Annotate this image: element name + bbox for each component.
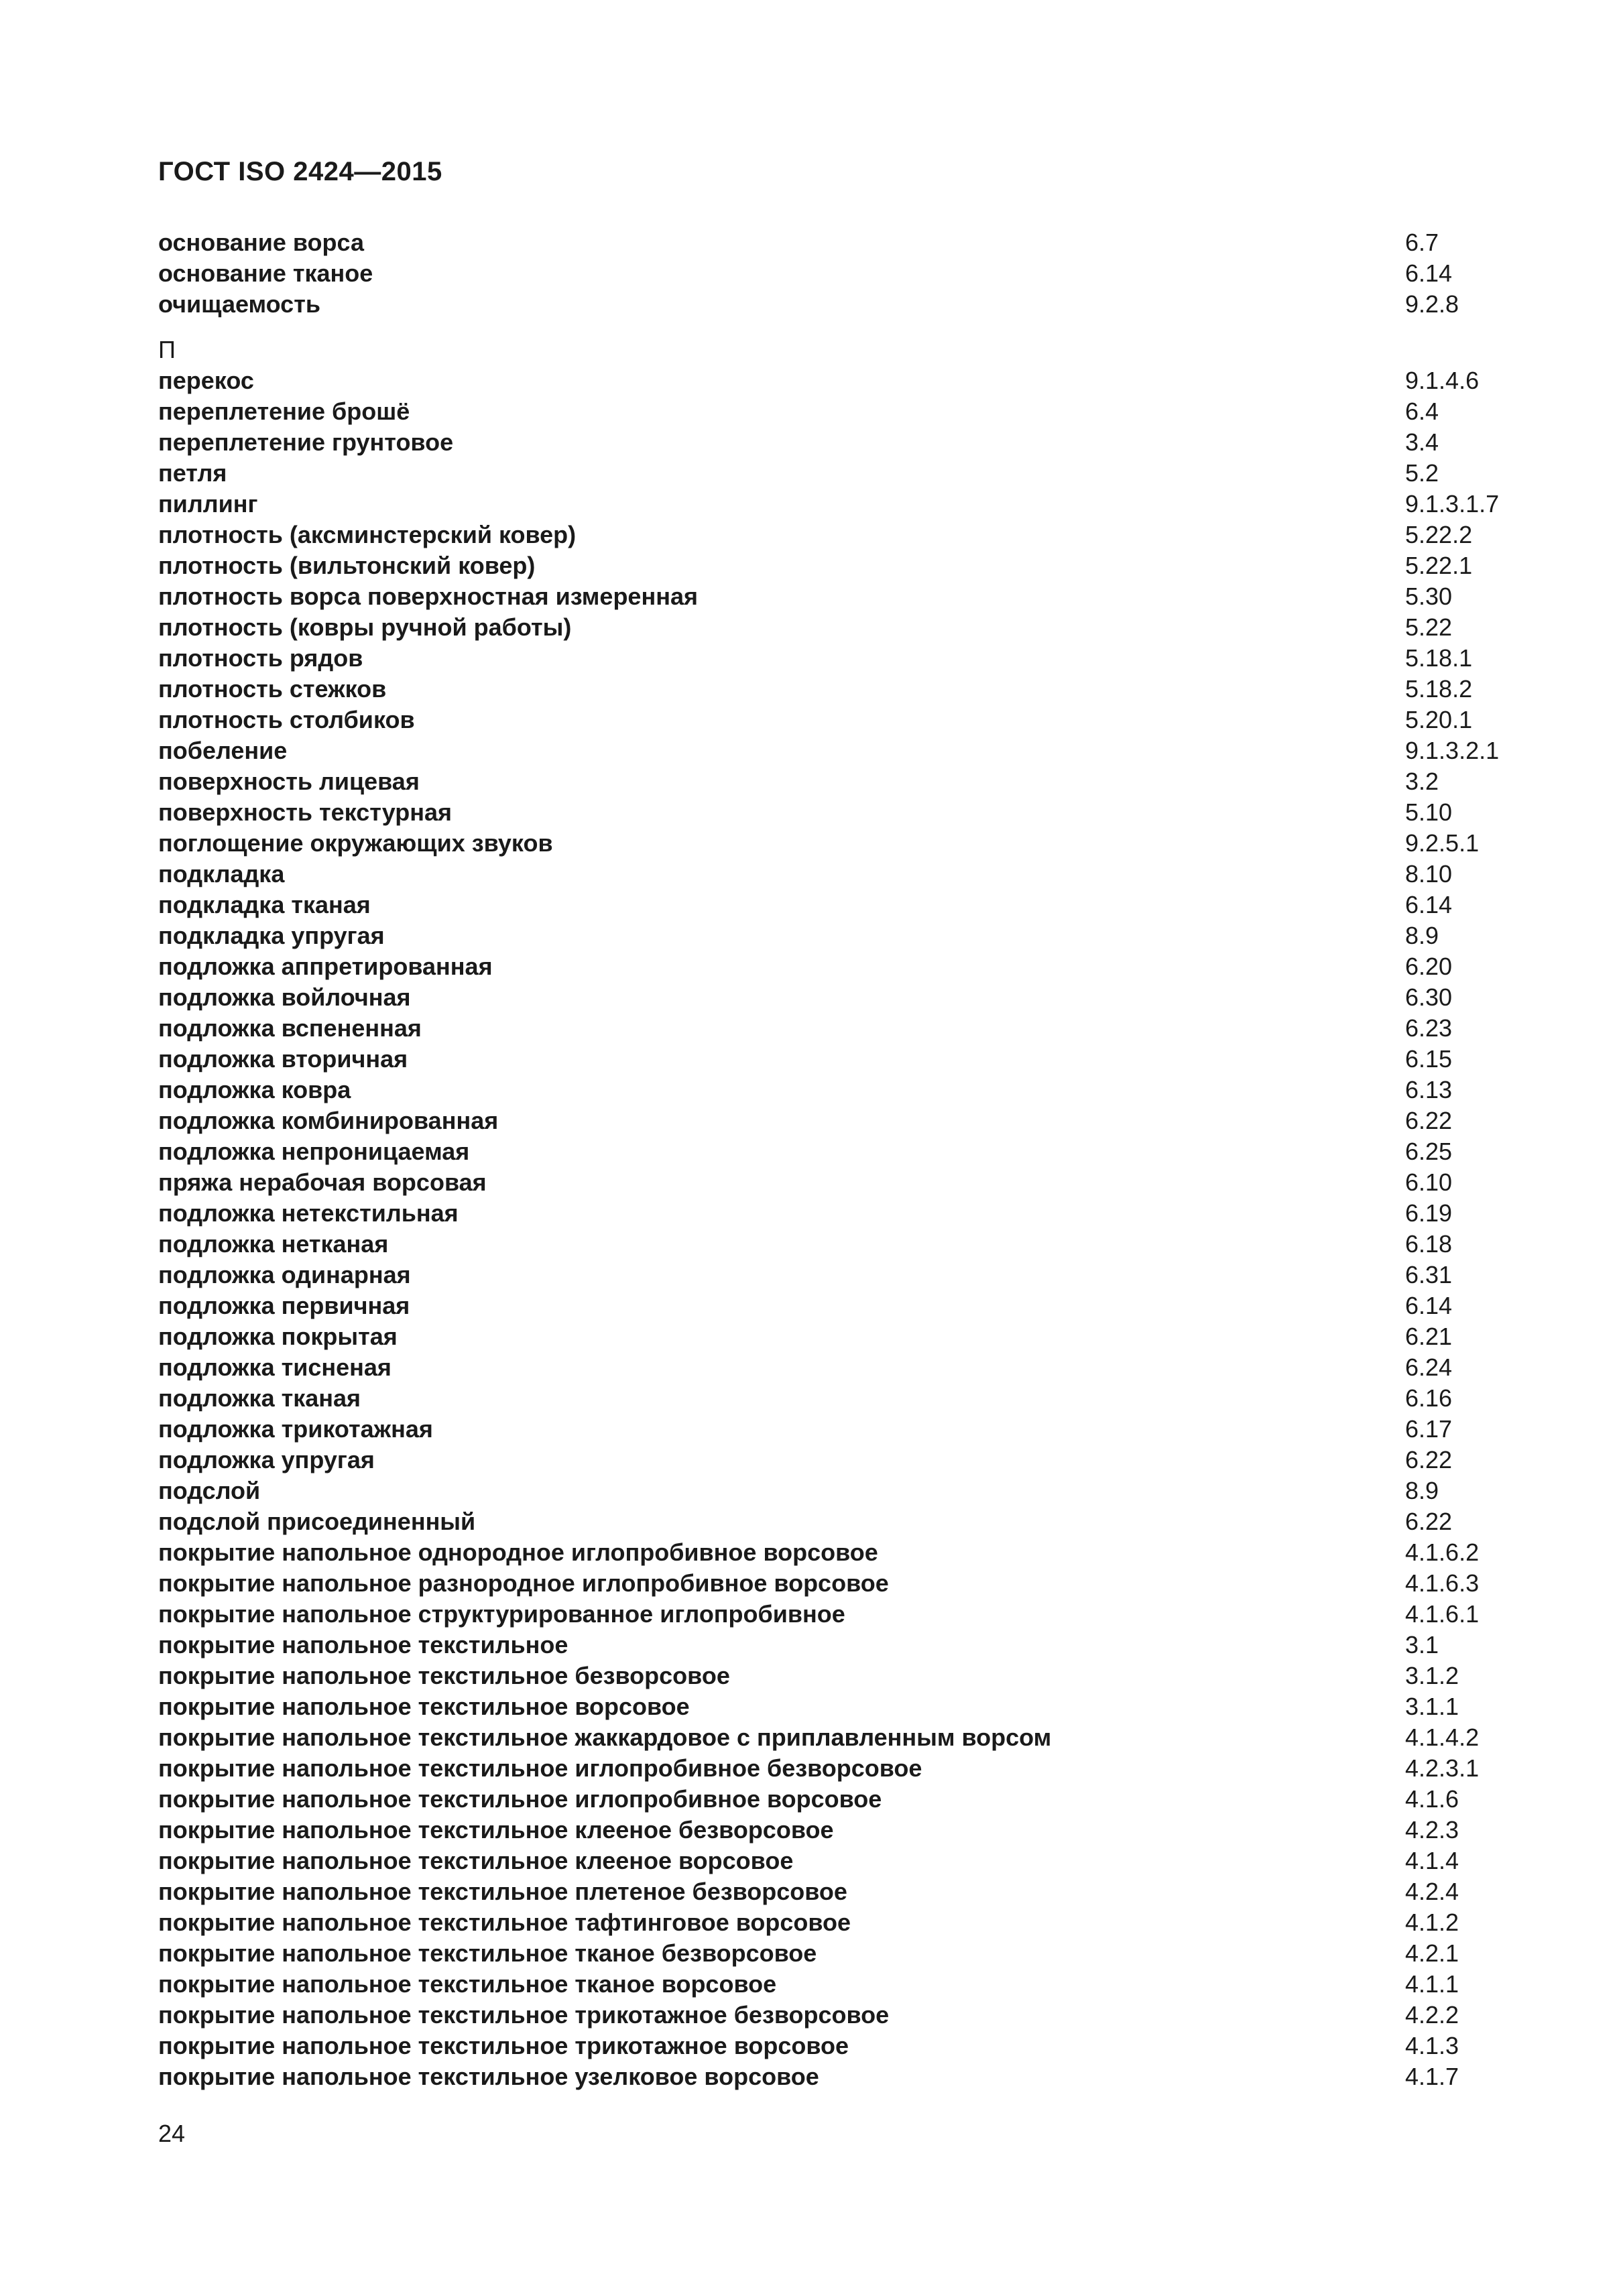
index-reference: 6.10 (1405, 1168, 1453, 1196)
index-entry (158, 1722, 1499, 1753)
index-term: плотность (ковры ручной работы) (158, 613, 572, 641)
index-reference: 3.1.1 (1405, 1693, 1459, 1720)
index-reference: 5.2 (1405, 459, 1439, 487)
index-entry (158, 1568, 1499, 1599)
index-entry (158, 1229, 1499, 1260)
index-entry (158, 1815, 1499, 1846)
index-entry (158, 427, 1499, 458)
index-term: основание тканое (158, 259, 373, 287)
index-reference: 6.21 (1405, 1323, 1453, 1350)
index-reference: 9.2.8 (1405, 290, 1459, 318)
index-entry (158, 258, 1499, 289)
index-reference: 4.1.4 (1405, 1847, 1459, 1874)
index-term: подложка непроницаемая (158, 1138, 470, 1165)
index-reference: 8.9 (1405, 922, 1439, 949)
index-term: покрытие напольное разнородное иглопробивное ворсовое (158, 1569, 889, 1597)
index-term: плотность стежков (158, 675, 387, 703)
index-term: покрытие напольное текстильное тафтинговое ворсовое (158, 1909, 851, 1936)
index-entry (158, 1938, 1499, 1969)
index-term: подслой (158, 1477, 261, 1504)
index-entry (158, 2000, 1499, 2031)
index-term: поглощение окружающих звуков (158, 829, 553, 857)
index-reference: 8.10 (1405, 860, 1453, 888)
index-term: пряжа нерабочая ворсовая (158, 1168, 487, 1196)
index-entry (158, 1260, 1499, 1290)
index-entry (158, 1537, 1499, 1568)
index-entry (158, 735, 1499, 766)
index-entry (158, 1290, 1499, 1321)
index-reference: 6.22 (1405, 1446, 1453, 1473)
index-reference: 6.4 (1405, 398, 1439, 425)
index-term: подкладка тканая (158, 891, 371, 918)
index-reference: 9.1.3.2.1 (1405, 737, 1500, 764)
index-term: основание ворса (158, 229, 364, 256)
index-reference: 4.1.6 (1405, 1785, 1459, 1813)
index-term: покрытие напольное текстильное жаккардовое с приплавленным ворсом (158, 1724, 1052, 1751)
index-reference: 6.22 (1405, 1107, 1453, 1134)
document-header: ГОСТ ISO 2424—2015 (158, 157, 442, 186)
index-term: покрытие напольное текстильное тканое безворсовое (158, 1939, 817, 1967)
index-entry (158, 365, 1499, 396)
index-term: побеление (158, 737, 288, 764)
index-reference: 4.2.2 (1405, 2001, 1459, 2029)
index-term: плотность (аксминстерский ковер) (158, 521, 577, 548)
index-reference: 6.14 (1405, 1292, 1453, 1319)
index-term: покрытие напольное текстильное трикотажное ворсовое (158, 2032, 849, 2059)
index-reference: 4.2.4 (1405, 1878, 1459, 1905)
index-entry (158, 2061, 1499, 2092)
index-entry (158, 1352, 1499, 1383)
index-entry (158, 920, 1499, 951)
index-reference: 5.22.2 (1405, 521, 1473, 548)
index-entry (158, 1075, 1499, 1105)
index-reference: 5.22.1 (1405, 552, 1473, 579)
index-term: покрытие напольное текстильное иглопробивное безворсовое (158, 1754, 922, 1782)
index-term: покрытие напольное текстильное трикотажное безворсовое (158, 2001, 890, 2029)
index-entry (158, 643, 1499, 674)
index-term: очищаемость (158, 290, 320, 318)
index-entry (158, 890, 1499, 920)
index-entry (158, 951, 1499, 982)
index-term: подложка ковра (158, 1076, 351, 1103)
index-reference: 4.1.6.1 (1405, 1600, 1480, 1628)
index-term: плотность (вильтонский ковер) (158, 552, 536, 579)
index-term: покрытие напольное текстильное клееное ворсовое (158, 1847, 794, 1874)
index-term: подложка покрытая (158, 1323, 398, 1350)
index-reference: 8.9 (1405, 1477, 1439, 1504)
index-reference: 6.23 (1405, 1014, 1453, 1042)
index-reference: 5.30 (1405, 583, 1453, 610)
index-term: петля (158, 459, 227, 487)
index-letter-heading: П (158, 336, 176, 363)
index-term: подслой присоединенный (158, 1508, 476, 1535)
index-reference: 6.19 (1405, 1199, 1453, 1227)
index-term: подложка одинарная (158, 1261, 411, 1288)
index-reference: 6.14 (1405, 891, 1453, 918)
index-entry (158, 1506, 1499, 1537)
index-entry (158, 1753, 1499, 1784)
index-entry (158, 766, 1499, 797)
index-reference: 4.1.4.2 (1405, 1724, 1480, 1751)
index-term: покрытие напольное текстильное узелковое ворсовое (158, 2063, 819, 2090)
index-term: подложка нетканая (158, 1230, 389, 1258)
index-reference: 6.15 (1405, 1045, 1453, 1073)
index-term: подложка вспененная (158, 1014, 422, 1042)
index-reference: 4.2.3 (1405, 1816, 1459, 1844)
index-entry (158, 1846, 1499, 1876)
index-term: подкладка упругая (158, 922, 385, 949)
index-term: подложка аппретированная (158, 953, 493, 980)
index-entry (158, 982, 1499, 1013)
index-entry (158, 1013, 1499, 1044)
index-reference: 4.2.3.1 (1405, 1754, 1480, 1782)
index-entry (158, 489, 1499, 520)
index-entry (158, 1445, 1499, 1475)
index-reference: 3.4 (1405, 428, 1439, 456)
index-reference: 6.13 (1405, 1076, 1453, 1103)
index-reference: 6.7 (1405, 229, 1439, 256)
index-entry (158, 1907, 1499, 1938)
index-entry (158, 2031, 1499, 2061)
index-entry (158, 1660, 1499, 1691)
index-reference: 9.1.4.6 (1405, 367, 1480, 394)
index-term: покрытие напольное однородное иглопробивное ворсовое (158, 1538, 878, 1566)
index-reference: 6.20 (1405, 953, 1453, 980)
index-entry (158, 1383, 1499, 1414)
index-reference: 4.2.1 (1405, 1939, 1459, 1967)
index-term: плотность рядов (158, 644, 363, 672)
index-term: перекос (158, 367, 254, 394)
index-term: подложка тканая (158, 1384, 361, 1412)
index-entry (158, 1691, 1499, 1722)
index-term: поверхность текстурная (158, 798, 453, 826)
index-term: подложка нетекстильная (158, 1199, 459, 1227)
index-group-main (158, 365, 1499, 2092)
index-term: подложка вторичная (158, 1045, 408, 1073)
index-reference: 4.1.2 (1405, 1909, 1459, 1936)
index-reference: 4.1.7 (1405, 2063, 1459, 2090)
index-term: подложка первичная (158, 1292, 410, 1319)
index-term: покрытие напольное структурированное иглопробивное (158, 1600, 845, 1628)
index-entry (158, 1136, 1499, 1167)
index-reference: 6.22 (1405, 1508, 1453, 1535)
index-reference: 5.18.2 (1405, 675, 1473, 703)
index-term: покрытие напольное текстильное клееное безворсовое (158, 1816, 834, 1844)
index-term: покрытие напольное текстильное плетеное безворсовое (158, 1878, 847, 1905)
index-entry (158, 705, 1499, 735)
index-term: покрытие напольное текстильное (158, 1631, 568, 1658)
index-term: подложка тисненая (158, 1353, 392, 1381)
index-entry (158, 1414, 1499, 1445)
index-reference: 3.1 (1405, 1631, 1439, 1658)
index-entry (158, 828, 1499, 859)
index-group-before (158, 227, 1499, 320)
index-entry (158, 1321, 1499, 1352)
index-entry (158, 1969, 1499, 2000)
index-reference: 3.1.2 (1405, 1662, 1459, 1689)
index-entry (158, 1475, 1499, 1506)
index-entry (158, 1599, 1499, 1630)
index-term: покрытие напольное текстильное иглопробивное ворсовое (158, 1785, 882, 1813)
index-entry (158, 1630, 1499, 1660)
index-reference: 4.1.6.2 (1405, 1538, 1480, 1566)
index-reference: 6.25 (1405, 1138, 1453, 1165)
index-reference: 4.1.3 (1405, 2032, 1459, 2059)
page-number: 24 (158, 2120, 186, 2147)
index-reference: 6.30 (1405, 983, 1453, 1011)
index-entry (158, 1876, 1499, 1907)
index-term: поверхность лицевая (158, 768, 420, 795)
index-term: подложка комбинированная (158, 1107, 499, 1134)
index-term: подложка упругая (158, 1446, 375, 1473)
index-term: подкладка (158, 860, 285, 888)
index-entry (158, 859, 1499, 890)
index-entry (158, 396, 1499, 427)
index-reference: 4.1.6.3 (1405, 1569, 1480, 1597)
index-term: плотность ворса поверхностная измеренная (158, 583, 698, 610)
index-reference: 6.17 (1405, 1415, 1453, 1443)
index-entry (158, 227, 1499, 258)
index-reference: 6.24 (1405, 1353, 1453, 1381)
index-entry (158, 674, 1499, 705)
index-entry (158, 1198, 1499, 1229)
index-entry (158, 458, 1499, 489)
index-reference: 5.20.1 (1405, 706, 1473, 733)
index-reference: 9.1.3.1.7 (1405, 490, 1500, 518)
index-entry (158, 289, 1499, 320)
index-entry (158, 520, 1499, 550)
index-entry (158, 581, 1499, 612)
index-reference: 6.16 (1405, 1384, 1453, 1412)
index-reference: 6.18 (1405, 1230, 1453, 1258)
index-reference: 6.14 (1405, 259, 1453, 287)
alphabetical-index (158, 227, 1499, 2092)
index-reference: 4.1.1 (1405, 1970, 1459, 1998)
index-entry (158, 1044, 1499, 1075)
index-entry (158, 550, 1499, 581)
index-entry (158, 1784, 1499, 1815)
index-entry (158, 1167, 1499, 1198)
index-entry (158, 797, 1499, 828)
index-entry (158, 612, 1499, 643)
index-reference: 5.10 (1405, 798, 1453, 826)
index-term: покрытие напольное текстильное безворсовое (158, 1662, 730, 1689)
index-term: переплетение грунтовое (158, 428, 454, 456)
index-term: покрытие напольное текстильное тканое ворсовое (158, 1970, 777, 1998)
index-entry (158, 1105, 1499, 1136)
index-term: пиллинг (158, 490, 258, 518)
index-term: подложка трикотажная (158, 1415, 433, 1443)
index-term: переплетение брошё (158, 398, 410, 425)
index-term: покрытие напольное текстильное ворсовое (158, 1693, 690, 1720)
index-reference: 3.2 (1405, 768, 1439, 795)
index-reference: 5.18.1 (1405, 644, 1473, 672)
index-reference: 5.22 (1405, 613, 1453, 641)
index-reference: 9.2.5.1 (1405, 829, 1480, 857)
index-term: подложка войлочная (158, 983, 411, 1011)
index-term: плотность столбиков (158, 706, 415, 733)
index-reference: 6.31 (1405, 1261, 1453, 1288)
